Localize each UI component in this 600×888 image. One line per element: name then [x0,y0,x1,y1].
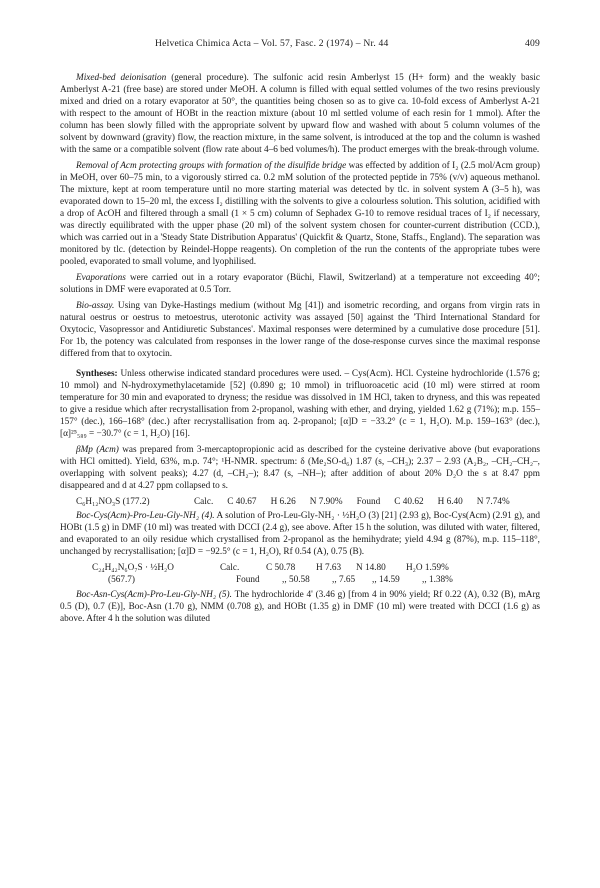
elemental-analysis-1 [60,496,540,508]
analysis-2-calc-water: H₂O 1.59% [406,563,449,573]
analysis-2-found-c: ,, 50.58 [282,575,310,585]
analysis-1-found-h: H 6.40 [437,497,463,507]
text-syntheses: Unless otherwise indicated standard procedures were used. – Cys(Acm). HCl. Cysteine hydrochloride (1.576 g; 10 mmol) and N-hydroxymethylacetamide [52] (0.890 g; 10 mmol) in trifluoroacetic acid (10 ml) were stirred at room temperature for 30 min and evaporated to dryness; the residue was dissolved in 1M HCl, taken to dryness, and this was repeated to give a residue which after recrystallisation from 2-propanol, washing with ether, and drying, yielded 1.62 g (71%); m.p. 155–157° (dec.), 166–168° (dec.) after recrystallisation from aq. 2-propanol; [α]D = −33.2° (c = 1, H₂O). M.p. 159–163° (dec.), [α]²⁵₅₈₉ = −30.7° (c = 1, H₂O) [16]. [60,369,540,439]
journal-title: Helvetica Chimica Acta – Vol. 57, Fasc. 2 (1974) – Nr. 44 [155,38,389,49]
analysis-2-calc-h: H 7.63 [316,563,342,573]
analysis-1-calc-label: Calc. [194,497,214,507]
paragraph-bio-assay [60,300,540,360]
paragraph-compound-4 [60,510,540,558]
page-number: 409 [525,38,540,49]
analysis-2-calc-row [60,562,540,574]
analysis-2-found-row [60,574,540,586]
paragraph-mixed-bed [60,72,540,156]
paragraph-syntheses [60,368,540,440]
analysis-2-found-label: Found [236,575,260,585]
text-bmp: was prepared from 3-mercaptopropionic acid as described for the cysteine derivative above (but evaporations with HCl omitted). Yield, 63%, m.p. 74°; ¹H-NMR. spectrum: δ (Me₂SO-d₆) 1.87 (s, –CH₃); 2.37 – 2.93 (A₂B₂, –CH₂–CH₂–, overlapping with solvent peaks); 4.27 (d, –CH₂–); 8.47 (s, –NH–); after addition of about 20% D₂O the s at 8.47 ppm disappeared and d at 4.27 ppm collapsed to s. [60,445,540,491]
analysis-1-calc-h: H 6.26 [270,497,296,507]
analysis-1-found-c: C 40.62 [394,497,424,507]
analysis-2-calc-c: C 50.78 [266,563,296,573]
analysis-1-calc-c: C 40.67 [227,497,257,507]
analysis-1-formula: C₆H₁₂NO₃S (177.2) [76,497,150,507]
heading-bio-assay: Bio-assay. [76,301,115,311]
analysis-2-mw: (567.7) [108,575,135,585]
text-bio-assay: Using van Dyke-Hastings medium (without Mg [41]) and isometric recording, and organs from virgin rats in natural oestrus or oestrus to metoestrus, uterotonic activity was assayed [50] against the 'Third International Standard for Oxytocic, Vasopressor and Antidiuretic Substances'. Maximal responses were determined by a cumulative dose procedure [51]. For 1b, the potency was calculated from responses in the lower range of the dose-response curves since the maximal response differed from that to oxytocin. [60,301,540,359]
text-compound-5: The hydrochloride 4' (3.46 g) [from 4 in 90% yield; Rf 0.22 (A), 0.32 (B), mArg 0.5 (D), 0.7 (E)], Boc-Asn (1.70 g), NMM (0.708 g), and HOBt (1.35 g) in DMF (10 ml) were treated with DCCI (1.6 g) as above. After 4 h the solution was diluted [60,590,540,624]
analysis-2-found-water: ,, 1.38% [422,575,453,585]
heading-compound-4: Boc-Cys(Acm)-Pro-Leu-Gly-NH₂ (4). [76,511,215,521]
paragraph-removal [60,160,540,268]
paragraph-evaporations [60,272,540,296]
paragraph-bmp [60,444,540,492]
analysis-2-found-n: ,, 14.59 [372,575,400,585]
analysis-2-formula: C₂₄H₄₂N₆O₇S · ½H₂O [92,563,174,573]
heading-evaporations: Evaporations [76,273,126,283]
text-evaporations: were carried out in a rotary evaporator (Büchi, Flawil, Switzerland) at a temperature not exceeding 40°; solutions in DMF were evaporated at 0.5 Torr. [60,273,540,295]
elemental-analysis-2 [60,562,540,586]
analysis-2-calc-label: Calc. [220,563,240,573]
analysis-1-calc-n: N 7.90% [309,497,343,507]
heading-mixed-bed: Mixed-bed deionisation [76,73,167,83]
text-removal: was effected by addition of I₂ (2.5 mol/Acm group) in MeOH, over 60–75 min, to a vigorously stirred ca. 0.2 mM solution of the protected peptide in 75% (v/v) aqueous methanol. The mixture, kept at room temperature until no more starting material was detected by tlc. in solvent system A (3–5 h), was evaporated down to 15–20 ml, the excess I₂ distilling with the solvents to give a colourless solution. This solution, acidified with a drop of AcOH and filtered through a small (1 × 5 cm) column of Sephadex G-10 to remove residual traces of I₂ if necessary, was directly equilibrated with the upper phase (20 ml) of the solvent system chosen for counter-current distribution (CCD.), which was carried out in a 'Steady State Distribution Apparatus' (Quickfit & Quartz, Stone, Staffs., England). The separation was monitored by tlc. (detection by Reindel-Hoppe reagents). On completion of the run the contents of the appropriate tubes were pooled, evaporated to small volume, and lyophilised. [60,161,540,267]
heading-syntheses: Syntheses: [76,369,118,379]
text-compound-4: A solution of Pro-Leu-Gly-NH₂ · ½H₂O (3) [21] (2.93 g), Boc-Cys(Acm) (2.91 g), and HOBt (1.5 g) in DMF (10 ml) was treated with DCCI (2.4 g), see above. After 15 h the solution, was diluted with water, filtered, and evaporated to an oily residue which crystallised from 2-propanol as the hemihydrate; yield 4.94 g (87%), m.p. 115–118°, unchanged by recrystallisation; [α]D = −92.5° (c = 1, H₂O), Rf 0.54 (A), 0.75 (B). [60,511,540,557]
heading-bmp: βMp (Acm) [76,445,119,455]
heading-removal: Removal of Acm protecting groups with formation of the disulfide bridge [76,161,347,171]
analysis-1-found-label: Found [356,497,381,507]
analysis-2-calc-n: N 14.80 [356,563,386,573]
analysis-1-found-n: N 7.74% [476,497,510,507]
analysis-2-found-h: ,, 7.65 [332,575,356,585]
paragraph-compound-5 [60,589,540,625]
text-mixed-bed: (general procedure). The sulfonic acid resin Amberlyst 15 (H+ form) and the weakly basic Amberlyst A-21 (free base) are stored under MeOH. A column is filled with equal settled volumes of the two resins previously mixed and dried on a rotary evaporator at 50°, the quantities being chosen so as to give ca. 10-fold excess of Amberlyst A-21 with respect to the amount of HOBt in the reaction mixture (about 10 ml settled volume of each resin for 1 mmol). After the column has been slowly filled with the appropriate solvent by upward flow and washed with about 5 column volumes of the solvent by downward (gravity) flow, the reaction mixture, in the same solvent, is introduced at the top and the column is washed with the same or a compatible solvent (flow rate about 4–6 bed volumes/h). The product emerges with the break-through volume. [60,73,540,155]
running-header [60,38,540,58]
heading-compound-5: Boc-Asn-Cys(Acm)-Pro-Leu-Gly-NH₂ (5). [76,590,232,600]
paper-page [60,0,540,629]
